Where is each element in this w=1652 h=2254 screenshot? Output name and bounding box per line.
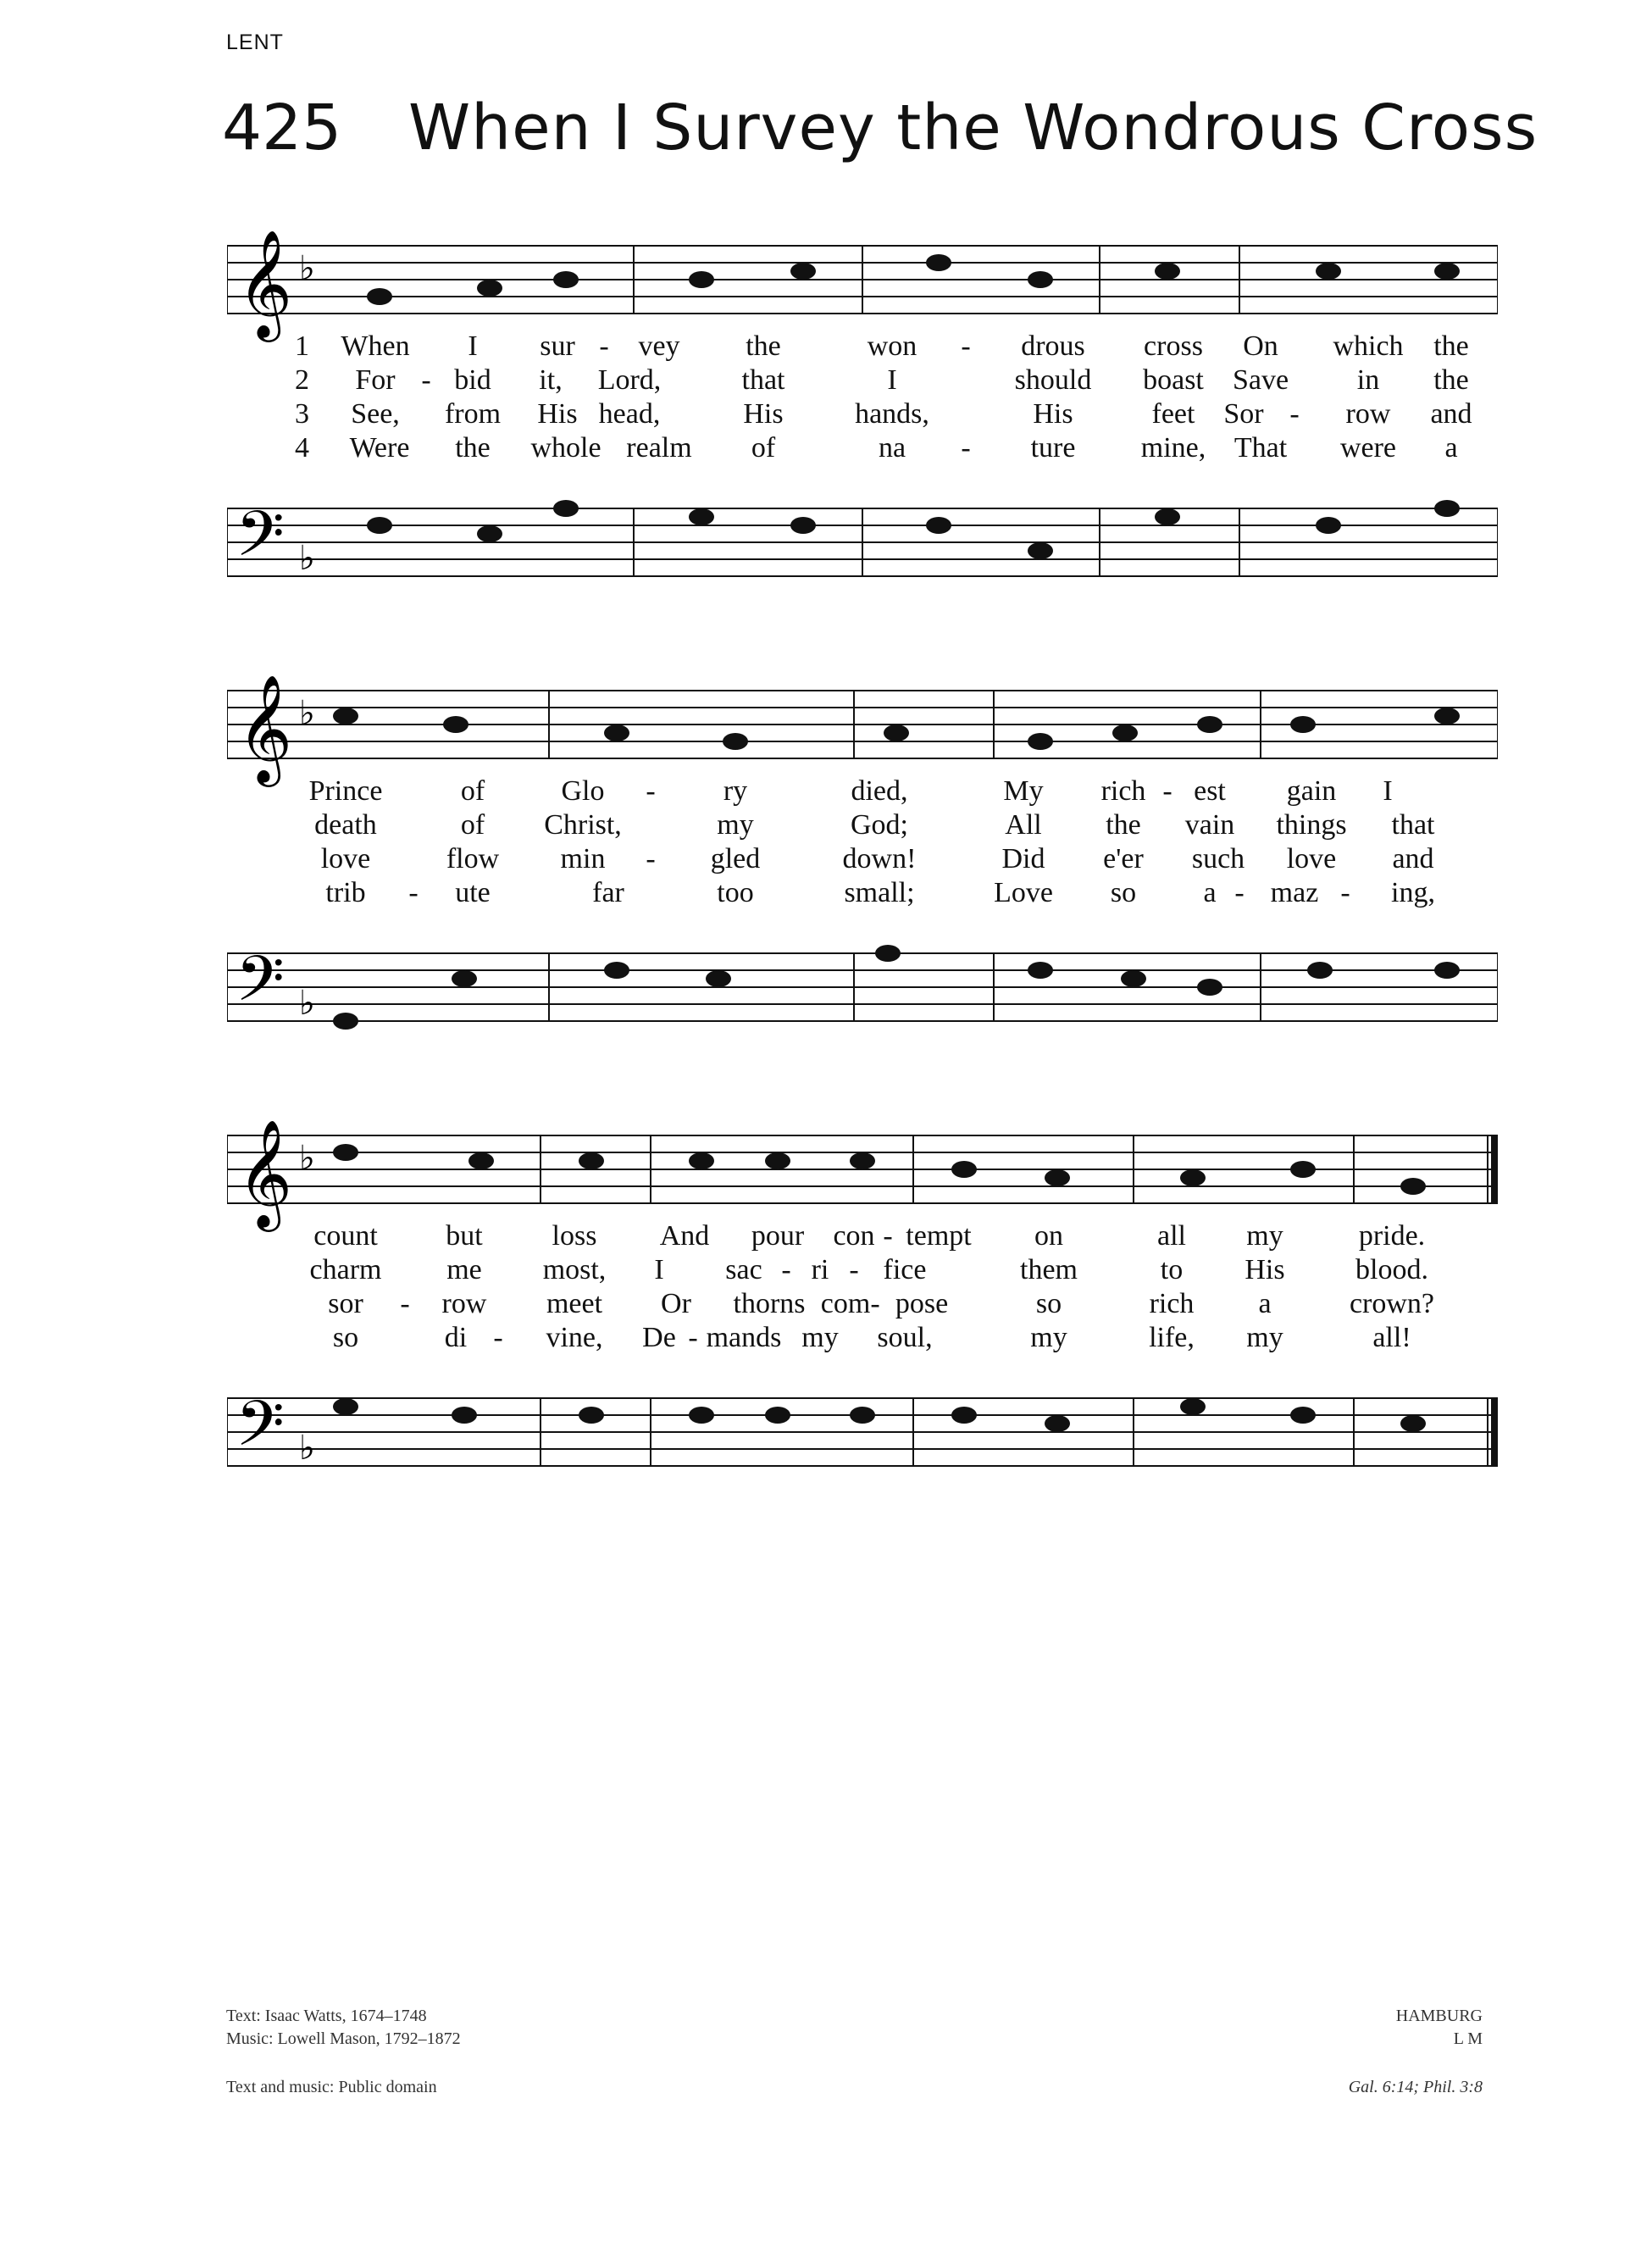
svg-text:♭: ♭	[299, 1139, 315, 1178]
verse-4-lyrics: trib - ute far too small; Love so a - maz - ing,	[325, 877, 1435, 908]
verse-4-lyrics: so di - vine, De - mands my soul, my life, my all!	[332, 1322, 1411, 1353]
hymn-number: 425	[222, 92, 342, 164]
verse-1-lyrics: count but loss And pour con - tempt on all my pride.	[313, 1220, 1426, 1252]
svg-text:♭: ♭	[299, 984, 315, 1023]
tune-info	[1396, 2005, 1483, 2051]
verse-4-lyrics: 4 Were the whole realm of na - ture mine, That were a	[295, 432, 1458, 464]
verse-3-lyrics: love flow min - gled down! Did e'er such love and	[320, 843, 1434, 874]
svg-text:♭: ♭	[299, 539, 315, 578]
bass-staff-2	[227, 919, 1498, 1046]
svg-text:𝄞: 𝄞	[237, 1119, 293, 1227]
copyright-notice: Text and music: Public domain	[226, 2078, 437, 2096]
section-label: LENT	[226, 31, 284, 54]
verse-2-lyrics: charm me most, I sac - ri - fice them to His blood.	[309, 1254, 1428, 1285]
svg-text:𝄞: 𝄞	[237, 229, 293, 337]
svg-text:♭: ♭	[299, 694, 315, 733]
meter: L M	[1453, 2029, 1483, 2048]
verse-1-lyrics: Prince of Glo - ry died, My rich - est gain I	[308, 775, 1393, 807]
verse-2-lyrics: 2 For - bid it, Lord, that I should boast Save in the	[295, 364, 1469, 396]
hymn-title: When I Survey the Wondrous Cross	[408, 92, 1538, 164]
svg-text:𝄢: 𝄢	[236, 1387, 285, 1476]
scripture-reference: Gal. 6:14; Phil. 3:8	[1348, 2078, 1483, 2096]
credits	[226, 2005, 461, 2051]
verse-2-lyrics: death of Christ, my God; All the vain things that	[314, 809, 1435, 841]
text-credit: Text: Isaac Watts, 1674–1748	[226, 2007, 427, 2025]
bass-staff-1	[227, 475, 1498, 602]
verse-1-lyrics: 1 When I sur - vey the won - drous cross On which the	[295, 330, 1469, 362]
bass-staff-3	[227, 1364, 1498, 1491]
svg-text:♭: ♭	[299, 1429, 315, 1468]
verse-3-lyrics: sor - row meet Or thorns com - pose so rich a crown?	[328, 1288, 1435, 1319]
svg-text:𝄢: 𝄢	[236, 942, 285, 1031]
music-credit: Music: Lowell Mason, 1792–1872	[226, 2029, 461, 2048]
svg-text:𝄞: 𝄞	[237, 674, 293, 782]
tune-name: HAMBURG	[1395, 2007, 1483, 2025]
verse-3-lyrics: 3 See, from His head, His hands, His feet Sor - row and	[295, 398, 1472, 430]
svg-text:♭: ♭	[299, 249, 315, 288]
svg-text:𝄢: 𝄢	[236, 497, 285, 586]
